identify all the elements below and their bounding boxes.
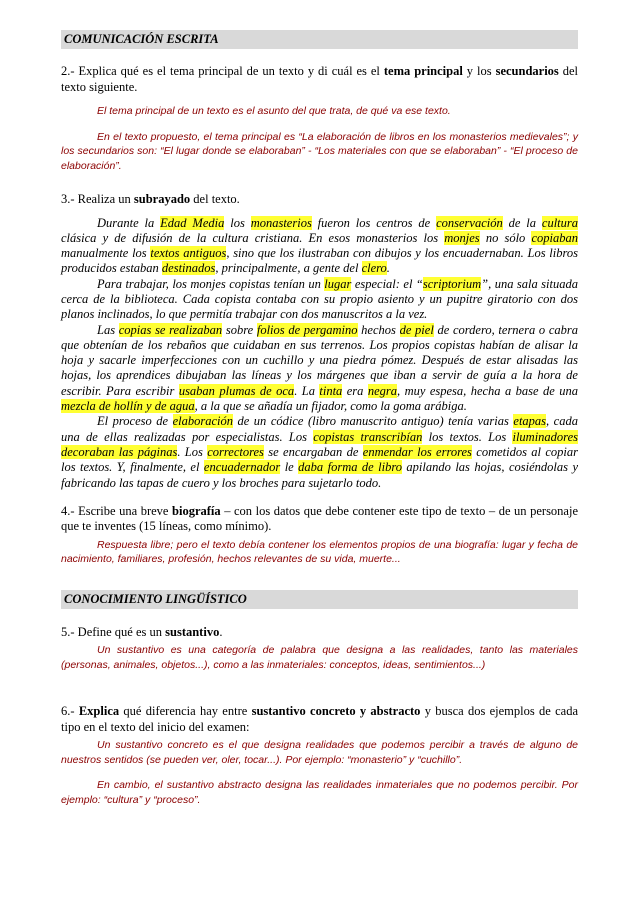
section-header-linguistico: CONOCIMIENTO LINGÜÍSTICO xyxy=(61,590,578,609)
highlighted-phrase: enmendar los errores xyxy=(362,444,472,459)
text-segment: clásica y de difusión de la cultura cristiana. En esos monasterios los xyxy=(61,230,445,245)
text-segment: . xyxy=(386,261,390,276)
highlighted-phrase: iluminadores decoraban las páginas xyxy=(61,429,578,459)
text-segment: , cada una de ellas realizadas por especialistas. Los xyxy=(61,414,578,444)
highlighted-phrase: mezcla de hollín y de agua xyxy=(61,399,195,414)
q2-bold-2: secundarios xyxy=(495,64,559,78)
text-segment: , a la que se añadía un fijador, como la goma arábiga. xyxy=(194,399,467,414)
text-segment: de la xyxy=(502,215,542,230)
text-segment: era xyxy=(342,383,368,398)
highlighted-phrase: copiaban xyxy=(531,230,578,245)
highlighted-phrase: de piel xyxy=(399,322,434,337)
q4-text: 4.- Escribe una breve xyxy=(61,503,173,518)
q3-text: 3.- Realiza un xyxy=(61,192,134,206)
q6-bold-1: Explica xyxy=(78,704,120,719)
reading-paragraph-2 xyxy=(61,277,578,323)
answer-2b: En el texto propuesto, el tema principal es “La elaboración de libros en los monasterios medievales”; y los secundarios son: “El lugar donde se elaboraban” - “Los materiales con que se elaboraban” - “El proceso de elaboración”. xyxy=(61,130,578,172)
text-segment: Las xyxy=(97,322,119,337)
text-segment: fueron los centros de xyxy=(311,215,437,230)
highlighted-phrase: monasterios xyxy=(250,215,312,230)
reading-paragraph-1 xyxy=(61,216,578,277)
text-segment: ”, una sala situada cerca de la biblioteca. Cada copista contaba con su propio asiento y un pupitre giratorio con dos planos inclinados, lo que permitía trabajar con dos manuscritos a la vez. xyxy=(61,276,578,322)
q5-bold: sustantivo xyxy=(165,624,220,639)
highlighted-phrase: monjes xyxy=(444,230,480,245)
q4-text: – con los datos que debe contener este tipo de texto – de un personaje que te inventes (15 líneas, como mínimo). xyxy=(61,503,579,534)
text-segment: no sólo xyxy=(479,230,532,245)
q6-text: y busca dos ejemplos de cada tipo en el texto del inicio del examen: xyxy=(61,704,579,734)
highlighted-phrase: Edad Media xyxy=(160,215,225,230)
answer-4: Respuesta libre; pero el texto debía contener los elementos propios de una biografía: lugar y fecha de nacimiento, familiares, profesión, hechos relevantes de su vida, muerte... xyxy=(61,538,578,566)
highlighted-phrase: usaban plumas de oca xyxy=(178,383,295,398)
highlighted-phrase: tinta xyxy=(319,383,343,398)
text-segment: , sino que los ilustraban con dibujos y los encuadernaban. Los libros producidos estaban xyxy=(61,246,578,276)
q2-text: 2.- Explica qué es el tema principal de un texto y di cuál es el xyxy=(61,64,384,78)
text-segment: manualmente los xyxy=(61,246,151,261)
text-segment: , principalmente, a gente del xyxy=(215,261,362,276)
highlighted-phrase: cultura xyxy=(541,215,578,230)
question-2 xyxy=(61,64,578,95)
q3-text: del texto. xyxy=(190,192,240,206)
text-segment: le xyxy=(280,460,299,475)
highlighted-phrase: copistas transcribían xyxy=(313,429,423,444)
text-segment: los textos. Los xyxy=(422,429,513,444)
highlighted-phrase: lugar xyxy=(324,276,352,291)
answer-6b: En cambio, el sustantivo abstracto designa las realidades inmateriales que no podemos percibir. Por ejemplo: “cultura” y “proceso”. xyxy=(61,779,578,806)
q2-text: del texto siguiente. xyxy=(61,64,579,94)
answer-6a: Un sustantivo concreto es el que designa realidades que podemos percibir a través de alguno de nuestros sentidos (se pueden ver, oler, tocar...). Por ejemplo: “monasterio” y “cuchillo”. xyxy=(61,739,578,766)
q3-bold: subrayado xyxy=(133,192,191,206)
highlighted-phrase: folios de pergamino xyxy=(256,322,358,337)
question-4 xyxy=(61,504,578,535)
q5-text: . xyxy=(219,624,223,639)
text-segment: Para trabajar, los monjes copistas tenían un xyxy=(97,276,325,291)
q6-bold-2: sustantivo concreto y abstracto xyxy=(251,704,421,719)
q6-text: qué diferencia hay entre xyxy=(119,704,252,719)
answer-2a: El tema principal de un texto es el asunto del que trata, de qué va ese texto. xyxy=(97,105,451,117)
reading-paragraph-3 xyxy=(61,323,578,415)
q4-bold: biografía xyxy=(172,503,221,518)
q6-text: 6.- xyxy=(61,704,79,719)
answer-5: Un sustantivo es una categoría de palabra que designa a las realidades, tanto las materiales (personas, animales, objetos...), como a las inmateriales: conceptos, ideas, sentimientos...) xyxy=(61,644,578,671)
text-segment: . Los xyxy=(177,444,208,459)
highlighted-phrase: daba forma de libro xyxy=(298,460,402,475)
q2-text: y los xyxy=(462,64,496,78)
highlighted-phrase: encuadernador xyxy=(203,460,281,475)
highlighted-phrase: elaboración xyxy=(172,414,233,429)
q2-bold-1: tema principal xyxy=(383,64,463,78)
text-segment: los xyxy=(224,215,251,230)
text-segment: El proceso de xyxy=(97,414,173,429)
highlighted-phrase: copias se realizaban xyxy=(118,322,223,337)
highlighted-phrase: etapas xyxy=(513,414,547,429)
text-segment: , muy espesa, hecha a base de una xyxy=(397,383,578,398)
text-segment: sobre xyxy=(222,322,257,337)
highlighted-phrase: correctores xyxy=(207,444,264,459)
question-5 xyxy=(61,625,578,641)
highlighted-phrase: destinados xyxy=(161,261,216,276)
text-segment: de un códice (libro manuscrito antiguo) tenía varias xyxy=(232,414,514,429)
text-segment: hechos xyxy=(357,322,400,337)
highlighted-phrase: negra xyxy=(367,383,398,398)
text-segment: de cordero, ternera o cabra que obtenían de los rebaños que cuidaban en sus terrenos. Los propios copistas habían de alisar la hoja y sacarle imperfecciones con un cuchillo y una piedra pómez. Después de estar alisadas las hojas, los aprendices dibujaban las líneas y los márgenes que iban a servir de guía a la hora de escribir. Para escribir xyxy=(61,322,578,398)
text-segment: especial: el “ xyxy=(351,276,423,291)
highlighted-phrase: textos antiguos xyxy=(150,246,227,261)
reading-paragraph-4 xyxy=(61,414,578,490)
highlighted-phrase: clero xyxy=(361,261,387,276)
text-segment: se encargaban de xyxy=(263,444,363,459)
question-3 xyxy=(61,192,578,208)
highlighted-phrase: conservación xyxy=(436,215,503,230)
question-6 xyxy=(61,704,578,735)
exam-page xyxy=(61,30,578,807)
q5-text: 5.- Define qué es un xyxy=(61,624,166,639)
section-header-escrita: COMUNICACIÓN ESCRITA xyxy=(61,30,578,49)
highlighted-phrase: scriptorium xyxy=(422,276,482,291)
text-segment: . La xyxy=(294,383,320,398)
reading-text xyxy=(61,216,578,491)
text-segment: cometidos al copiar los textos. Y, finalmente, el xyxy=(61,444,578,475)
text-segment: Durante la xyxy=(97,215,161,230)
text-segment: apilando las hojas, cosiéndolas y fabricando las tapas de cuero y los broches para sujetarlo todo. xyxy=(61,460,578,490)
